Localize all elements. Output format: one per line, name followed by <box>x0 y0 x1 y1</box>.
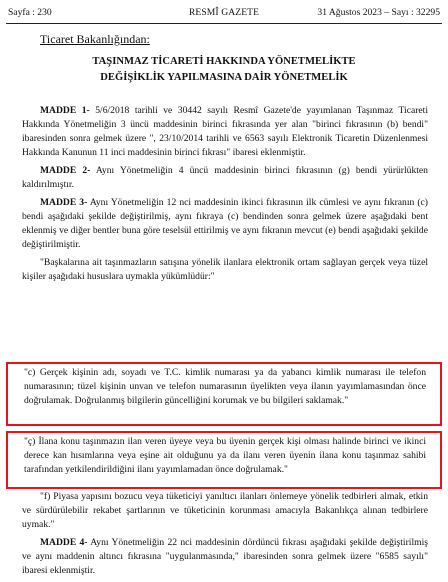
article-3-label: MADDE 3- <box>40 197 88 208</box>
article-3-quote: "Başkalarına ait taşınmazların satışına yönelik ilanlara elektronik ortam sağlayan gerçek veya tüzel kişiler aşağıdaki hususlara uymakla yükümlüdür:" <box>22 257 428 282</box>
amendment-c-text: "c) Gerçek kişinin adı, soyadı ve T.C. kimlik numarası ya da yabancı kimlik numarası ile telefon numarasının; tüzel kişinin unvan ve telefon numarasının üyelikten veya ilanın yayımlamasından önce doğrulamak. Doğrulanmış bilgilerin güncelliğini korumak ve bu bilgileri saklamak." <box>24 367 426 406</box>
article-4-text: Aynı Yönetmeliğin 22 nci maddesinin dördüncü fıkrası aşağıdaki şekilde değiştirilmiş ve aynı maddenin altıncı fıkrasına "uygulanmasında," ibaresinden sonra gelmek üzere "6585 sayılı" ibaresi eklenmiştir. <box>22 537 428 576</box>
issue-info: 31 Ağustos 2023 – Sayı : 32295 <box>317 7 440 18</box>
gazette-name: RESMÎ GAZETE <box>188 7 260 18</box>
article-1 <box>22 104 428 160</box>
regulation-title <box>0 54 448 86</box>
ministry-heading: Ticaret Bakanlığından: <box>40 32 150 46</box>
amendment-f: "f) Piyasa yapısını bozucu veya tüketiciyi yanıltıcı ilanları önlemeye yönelik tedbirleri almak, etkin ve sürdürülebilir rekabet şartlarının ve tüketicinin korunması amacıyla Bakanlıkça alınan tedbirlere uymak." <box>22 491 428 530</box>
page-number: Sayfa : 230 <box>8 7 52 18</box>
amendment-c-cedilla-text: "ç) İlana konu taşınmazın ilan veren üyeye veya bu üyenin gerçek kişi olması halinde birinci ve ikinci derece kan hısımlarına veya eşine ait olduğunu ya da ilanı veren üyenin ilana konu taşınmaz sahibi tarafından yetkilendirildiğini ilanı yayımlamadan önce doğrulamak." <box>24 436 426 475</box>
articles-upper <box>22 104 428 288</box>
article-4 <box>22 536 428 578</box>
articles-lower <box>22 490 428 582</box>
article-2-label: MADDE 2- <box>40 165 91 176</box>
page-header <box>8 5 440 21</box>
article-1-text: 5/6/2018 tarihli ve 30442 sayılı Resmî Gazete'de yayımlanan Taşınmaz Ticareti Hakkında Yönetmeliğin 3 üncü maddesinin birinci fıkrasında yer alan "birinci fıkrasının (b) bendi" ibaresinden sonra gelmek üzere ", 23/10/2014 tarihli ve 6563 sayılı Elektronik Ticaretin Düzenlenmesi Hakkında Kanunun 11 inci maddesinin birinci fıkrası" ibaresi eklenmiştir. <box>22 105 428 158</box>
title-line-2: DEĞİŞİKLİK YAPILMASINA DAİR YÖNETMELİK <box>100 72 348 83</box>
article-2 <box>22 164 428 192</box>
highlight-box-c-cedilla <box>6 431 442 489</box>
article-1-label: MADDE 1- <box>40 105 90 116</box>
article-3-text: Aynı Yönetmeliğin 12 nci maddesinin ikinci fıkrasının ilk cümlesi ve aynı fıkranın (c) bendi aşağıdaki şekilde değiştirilmiş, aynı fıkraya (c) bendinden sonra gelmek üzere aşağıdaki bent eklenmiş ve diğer bentler buna göre teselsül ettirilmiş ve aynı fıkranın mevcut (e) bendi aşağıdaki şekilde değiştirilmiştir. <box>22 197 428 250</box>
header-divider <box>6 23 442 24</box>
article-3 <box>22 196 428 252</box>
highlight-box-c <box>6 362 442 426</box>
title-line-1: TAŞINMAZ TİCARETİ HAKKINDA YÖNETMELİKTE <box>92 56 356 67</box>
article-4-label: MADDE 4- <box>40 537 88 548</box>
article-2-text: Aynı Yönetmeliğin 4 üncü maddesinin birinci fıkrasının (g) bendi yürürlükten kaldırılmıştır. <box>22 165 428 190</box>
